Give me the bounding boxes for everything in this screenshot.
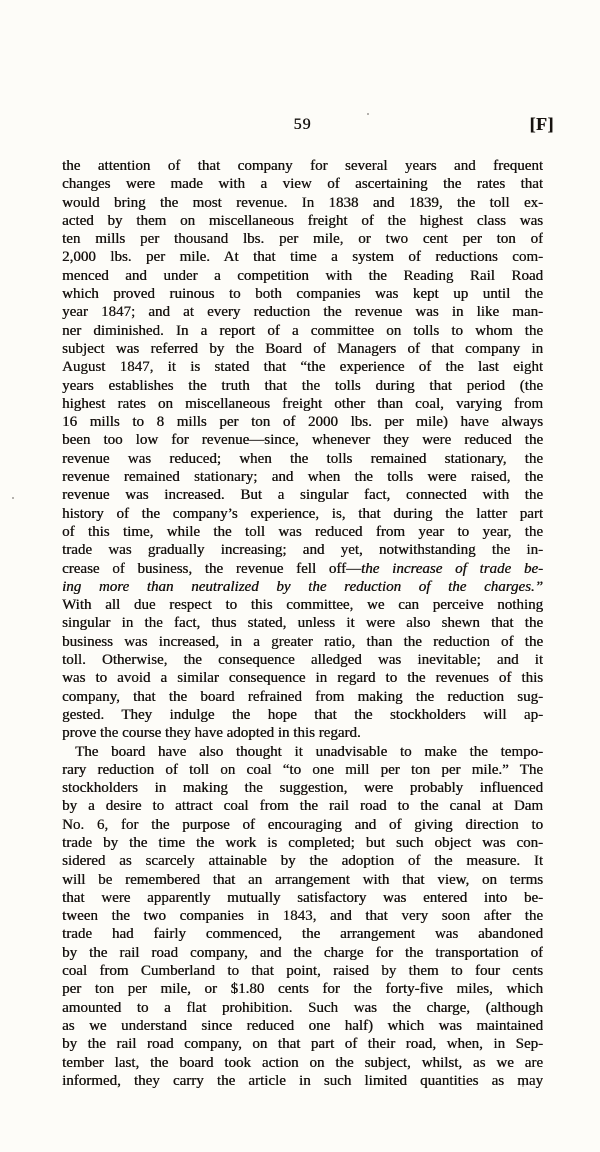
text-line <box>62 523 543 541</box>
text-line <box>62 999 543 1017</box>
body-text: by the rail road company, on that part of their road, when, in Sep- <box>62 1036 543 1053</box>
text-line <box>62 596 543 614</box>
scan-speckle <box>12 497 14 499</box>
body-text: as we understand since reduced one half) which was maintained <box>62 1017 543 1034</box>
body-text: years establishes the truth that the tolls during that period (the <box>62 377 543 394</box>
text-line <box>62 761 543 779</box>
body-text: would bring the most revenue. In 1838 and 1839, the toll ex- <box>62 194 543 211</box>
body-text: informed, they carry the article in such limited quantities as may <box>62 1072 543 1089</box>
signature-mark: [F] <box>529 114 554 134</box>
page-number: 59 <box>293 116 312 133</box>
text-line <box>62 1072 543 1090</box>
text-line <box>62 834 543 852</box>
text-line <box>62 889 543 907</box>
body-text: was to avoid a similar consequence in regard to the revenues of this <box>62 670 543 687</box>
page-body <box>62 157 543 1090</box>
body-text: toll. Otherwise, the consequence alledged was inevitable; and it <box>62 652 543 669</box>
text-line <box>62 962 543 980</box>
text-line <box>62 669 543 687</box>
body-text: by a desire to attract coal from the rail road to the canal at Dam <box>62 798 543 815</box>
text-line <box>62 852 543 870</box>
body-text: coal from Cumberland to that point, raised by them to four cents <box>62 963 543 980</box>
text-line <box>62 688 543 706</box>
text-line <box>62 230 543 248</box>
text-line <box>62 248 543 266</box>
body-text: stockholders in making the suggestion, were probably influenced <box>62 780 543 797</box>
text-line <box>62 560 543 578</box>
body-text: prove the course they have adopted in this regard. <box>62 725 361 742</box>
body-text: ten mills per thousand lbs. per mile, or two cent per ton of <box>62 231 543 248</box>
body-text: tember last, the board took action on the subject, whilst, as we are <box>62 1054 543 1071</box>
body-text: company, that the board refrained from making the reduction sug- <box>62 688 543 705</box>
body-text: subject was referred by the Board of Managers of that company in <box>62 340 543 357</box>
text-line <box>62 377 543 395</box>
text-line <box>62 395 543 413</box>
body-text: will be remembered that an arrangement with that view, on terms <box>62 871 543 888</box>
text-line <box>62 175 543 193</box>
body-text: revenue remained stationary; and when the tolls were raised, the <box>62 469 543 486</box>
text-line <box>62 212 543 230</box>
text-line <box>62 797 543 815</box>
text-line <box>62 505 543 523</box>
body-text: business was increased, in a greater ratio, than the reduction of the <box>62 633 543 650</box>
page-header <box>62 116 554 138</box>
body-text: highest rates on miscellaneous freight other than coal, varying from <box>62 395 543 412</box>
body-text: ner diminished. In a report of a committee on tolls to whom the <box>62 322 543 339</box>
body-text: No. 6, for the purpose of encouraging and of giving direction to <box>62 816 543 833</box>
text-line <box>62 322 543 340</box>
body-text: crease of business, the revenue fell off— <box>62 560 361 577</box>
text-line <box>62 614 543 632</box>
text-line <box>62 157 543 175</box>
text-line <box>62 944 543 962</box>
text-line <box>62 925 543 943</box>
text-line <box>62 779 543 797</box>
text-line <box>62 358 543 376</box>
body-text: rary reduction of toll on coal “to one mill per ton per mile.” The <box>62 761 543 778</box>
text-line <box>62 816 543 834</box>
body-text: menced and under a competition with the Reading Rail Road <box>62 267 543 284</box>
text-line <box>62 303 543 321</box>
body-text: sidered as scarcely attainable by the adoption of the measure. It <box>62 853 543 870</box>
text-line <box>62 980 543 998</box>
body-text: With all due respect to this committee, we can perceive nothing <box>62 597 543 614</box>
body-text: revenue was reduced; when the tolls remained stationary, the <box>62 450 543 467</box>
body-text: history of the company’s experience, is, that during the latter part <box>62 505 543 522</box>
text-line <box>62 907 543 925</box>
text-line <box>62 194 543 212</box>
body-text: per ton per mile, or $1.80 cents for the forty-five miles, which <box>62 981 543 998</box>
body-text: by the rail road company, and the charge for the transportation of <box>62 944 543 961</box>
text-line <box>62 743 543 761</box>
text-line <box>62 285 543 303</box>
body-text: that were apparently mutually satisfactory was entered into be- <box>62 889 543 906</box>
body-text: tween the two companies in 1843, and that very soon after the <box>62 908 543 925</box>
body-text: trade by the time the work is completed; but such object was con- <box>62 834 543 851</box>
body-text: the attention of that company for several years and frequent <box>62 158 543 174</box>
text-line <box>62 267 543 285</box>
text-line <box>62 1054 543 1072</box>
body-text: year 1847; and at every reduction the revenue was in like man- <box>62 304 543 321</box>
text-line <box>62 651 543 669</box>
body-text: of this time, while the toll was reduced from year to year, the <box>62 523 543 540</box>
paragraph <box>62 743 543 1091</box>
body-text: which proved ruinous to both companies was kept up until the <box>62 286 543 303</box>
body-text: The board have also thought it unadvisable to make the tempo- <box>75 743 543 760</box>
text-line <box>62 1035 543 1053</box>
body-text: amounted to a flat prohibition. Such was the charge, (although <box>62 999 543 1016</box>
text-line <box>62 413 543 431</box>
body-text: singular in the fact, thus stated, unless it were also shewn that the <box>62 615 543 632</box>
text-line <box>62 1017 543 1035</box>
text-line <box>62 541 543 559</box>
text-line <box>62 633 543 651</box>
text-line <box>62 706 543 724</box>
text-line <box>62 450 543 468</box>
body-text: August 1847, it is stated that “the experience of the last eight <box>62 359 543 376</box>
body-text: revenue was increased. But a singular fact, connected with the <box>62 487 543 504</box>
text-line <box>62 578 543 596</box>
body-text: trade had fairly commenced, the arrangement was abandoned <box>62 926 543 943</box>
text-line <box>62 340 543 358</box>
scan-speckle <box>367 113 369 115</box>
body-text: trade was gradually increasing; and yet, notwithstanding the in- <box>62 542 543 559</box>
body-text: gested. They indulge the hope that the stockholders will ap- <box>62 706 543 723</box>
text-line <box>62 871 543 889</box>
italic-text: the increase of trade be- <box>360 560 543 577</box>
text-line <box>62 431 543 449</box>
paragraph <box>62 157 543 743</box>
body-text: acted by them on miscellaneous freight of the highest class was <box>62 212 543 229</box>
body-text: changes were made with a view of ascertaining the rates that <box>62 176 543 193</box>
text-line <box>62 486 543 504</box>
text-line <box>62 724 543 742</box>
text-line <box>62 468 543 486</box>
italic-text: ing more than neutralized by the reduction of the charges.” <box>62 578 543 595</box>
body-text: 2,000 lbs. per mile. At that time a system of reductions com- <box>62 249 543 266</box>
body-text: been too low for revenue—since, whenever they were reduced the <box>62 432 543 449</box>
body-text: 16 mills to 8 mills per ton of 2000 lbs. per mile) have always <box>62 414 543 431</box>
